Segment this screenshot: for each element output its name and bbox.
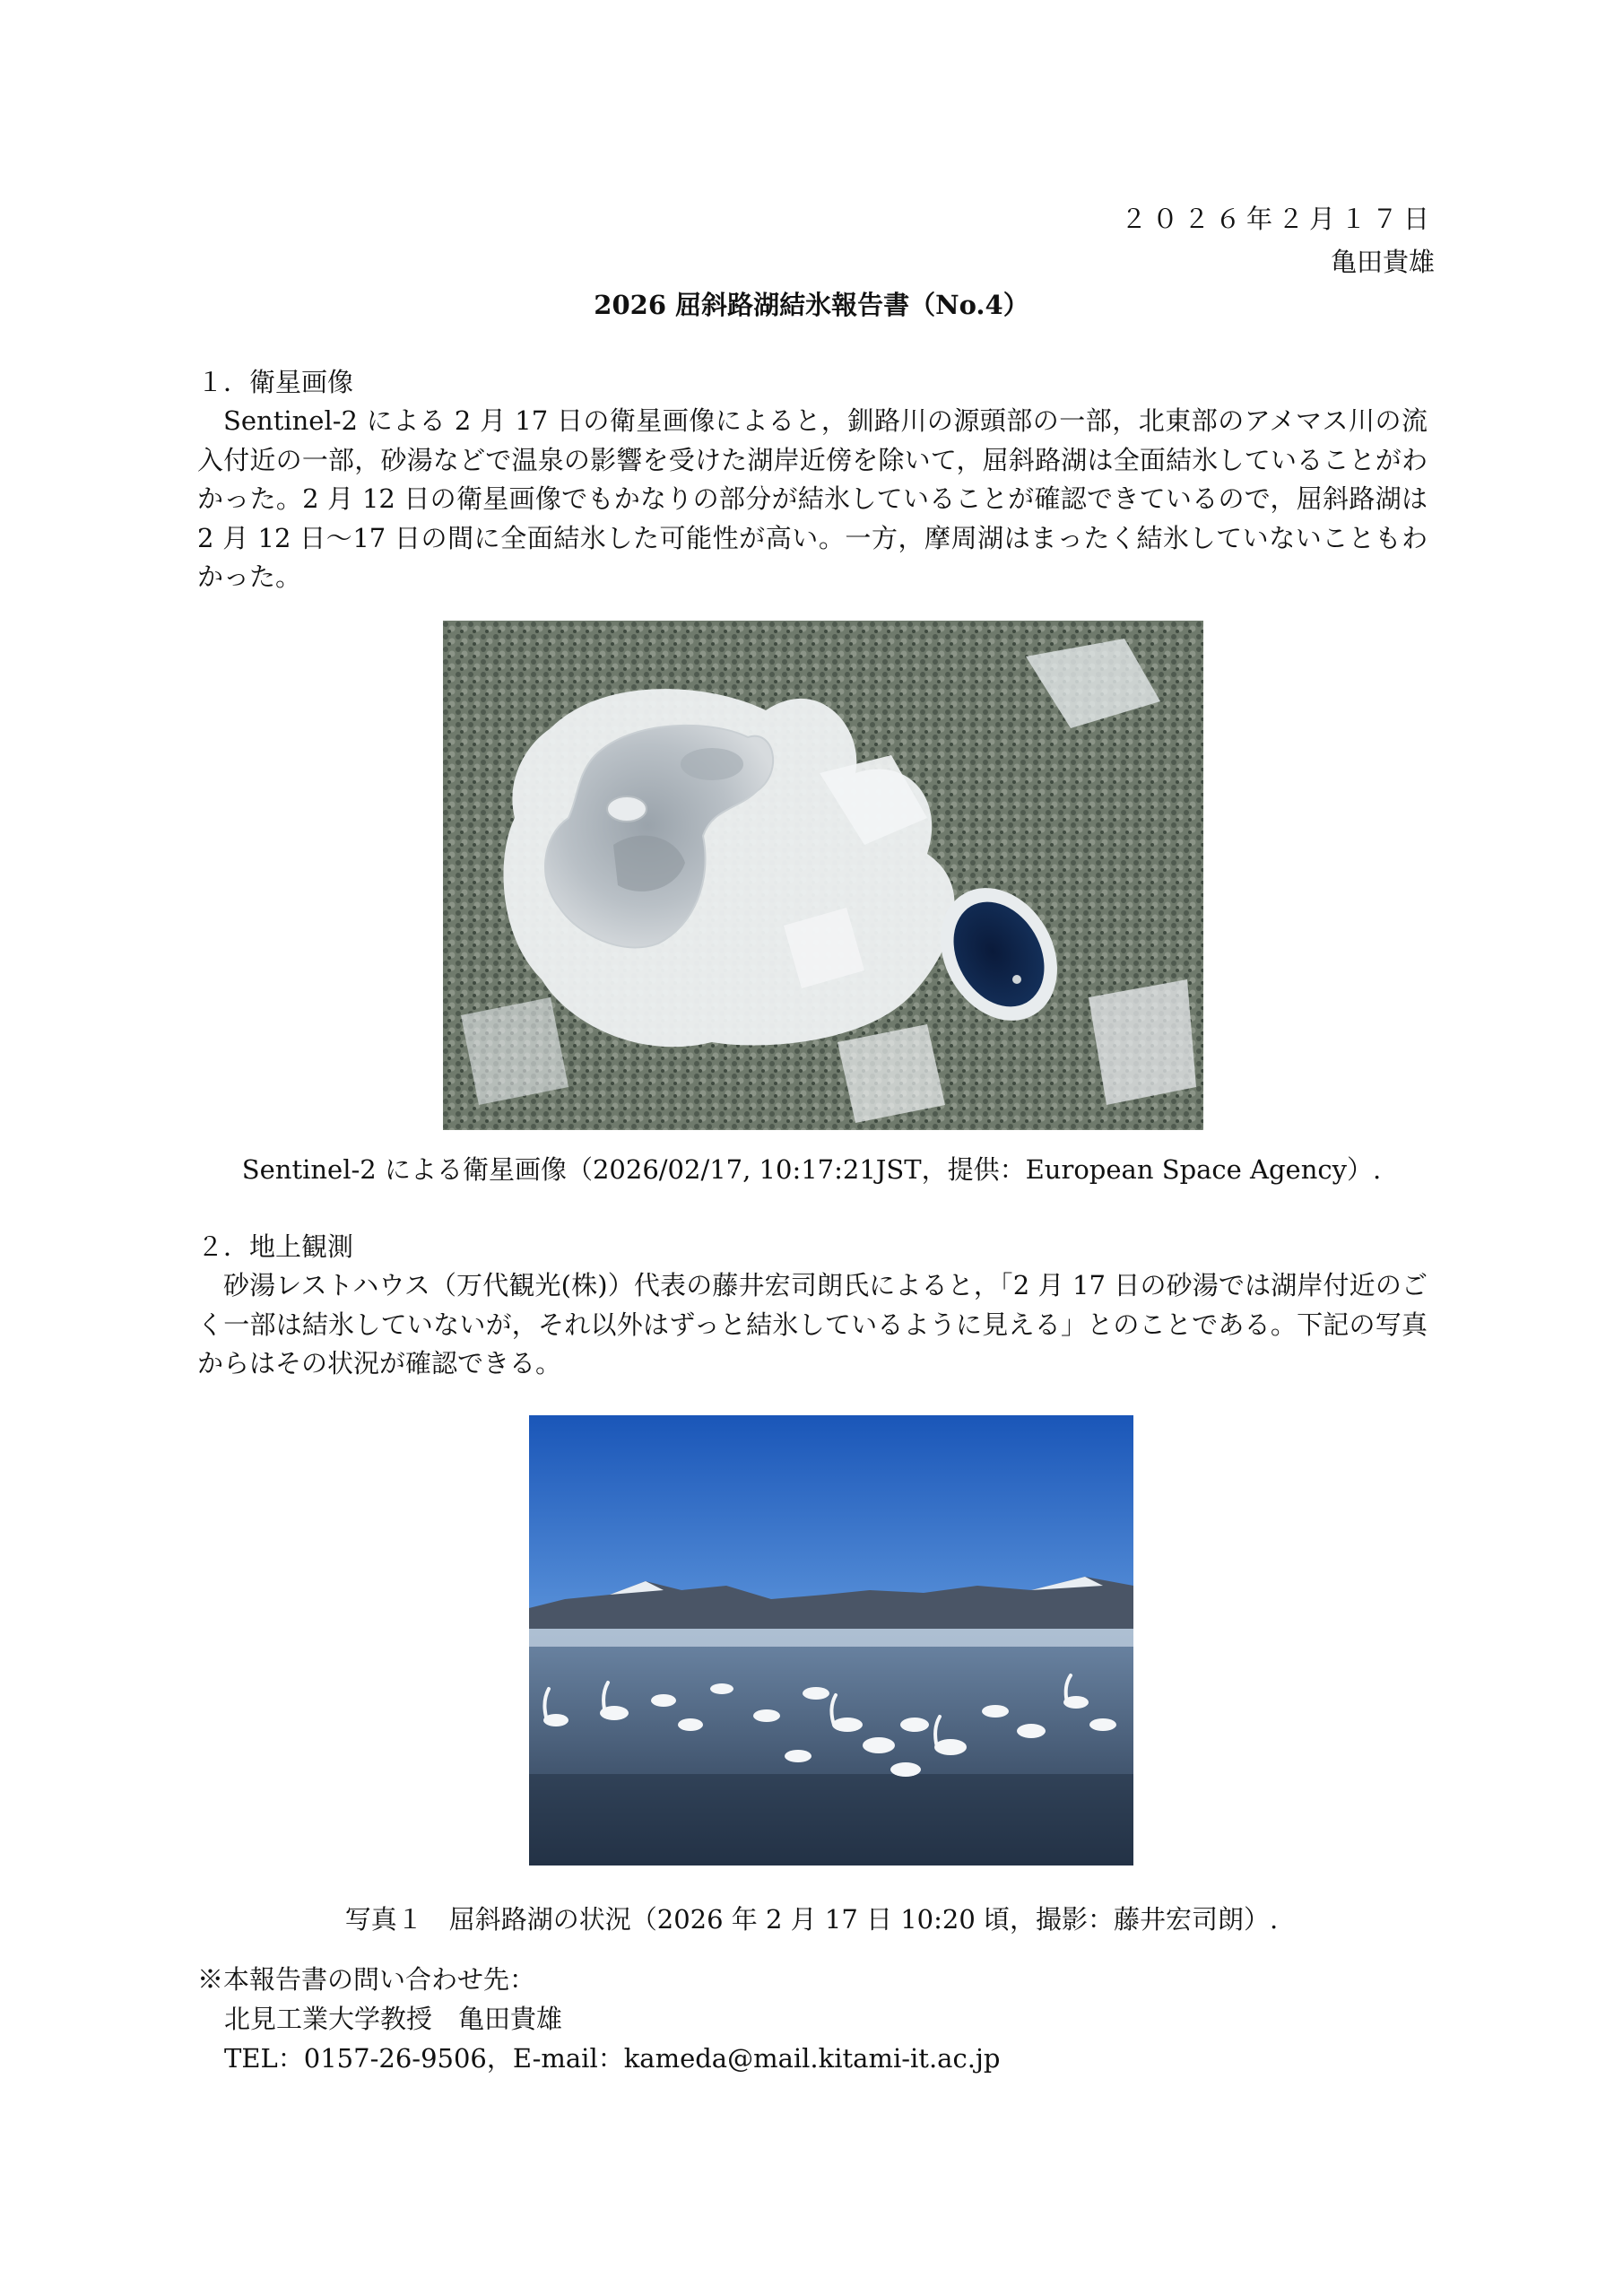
section2-caption: 写真１ 屈斜路湖の状況（2026 年 2 月 17 日 10:20 頃，撮影：藤井宏司朗）. (344, 1904, 1279, 1935)
section2-heading: ２．地上観測 (197, 1231, 354, 1262)
section1-caption: Sentinel-2 による衛星画像（2026/02/17, 10:17:21JST，提供：European Space Agency）. (241, 1154, 1382, 1185)
contact-heading: ※本報告書の問い合わせ先： (197, 1964, 536, 1995)
section1-heading: １．衛星画像 (197, 367, 354, 397)
section1-body: Sentinel-2 による 2 月 17 日の衛星画像によると，釧路川の源頭部の一部，北東部のアメマス川の流入付近の一部，砂湯などで温泉の影響を受けた湖岸近傍を除いて，屈斜路湖は全面結氷していることがわかった。2 月 12 日の衛星画像でもかなりの部分が結氷していることが確認できているので，屈斜路湖は 2 月 12 日〜17 日の間に全面結氷した可能性が高い。一方，摩周湖はまったく結氷していないこともわかった。 (197, 405, 1428, 592)
section2-body: 砂湯レストハウス（万代観光(株)）代表の藤井宏司朗氏によると，「2 月 17 日の砂湯では湖岸付近のごく一部は結氷していないが，それ以外はずっと結氷しているように見える」とのことである。下記の写真からはその状況が確認できる。 (197, 1270, 1428, 1378)
report-author: 亀田貴雄 (1330, 247, 1435, 277)
contact-line1: 北見工業大学教授 亀田貴雄 (224, 2004, 563, 2034)
contact-line2: TEL：0157-26-9506，E-mail：kameda@mail.kitami-it.ac.jp (224, 2043, 1001, 2074)
report-date: ２０２６年２月１７日 (1120, 204, 1435, 234)
lake-photo (529, 1415, 1133, 1866)
report-title: 2026 屈斜路湖結氷報告書（No.4） (594, 290, 1029, 320)
satellite-image (443, 621, 1203, 1130)
